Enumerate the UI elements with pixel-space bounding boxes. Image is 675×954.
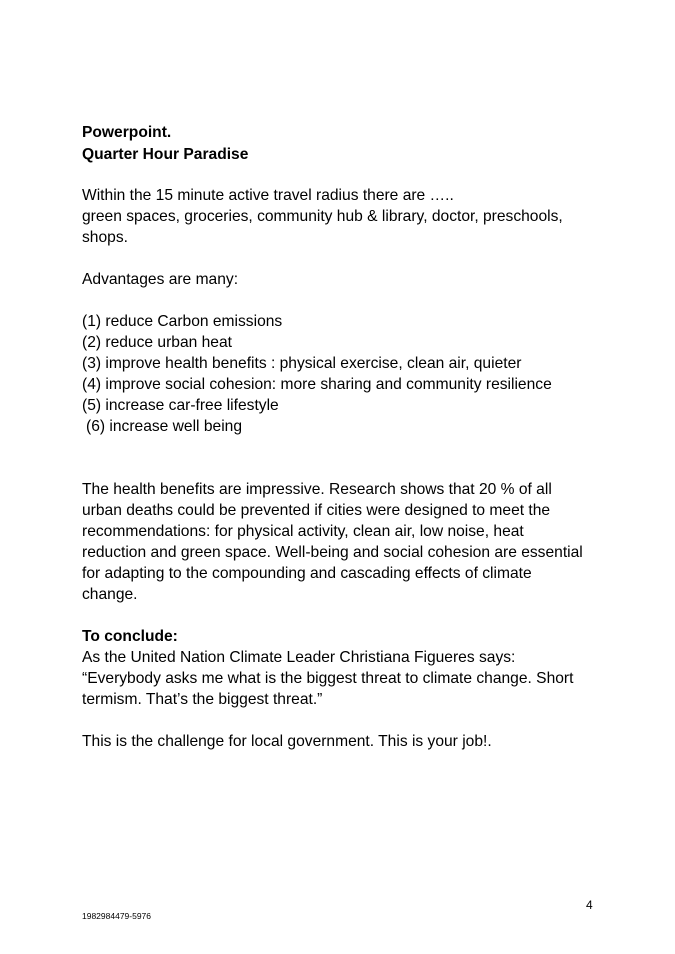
advantage-item: (5) increase car-free lifestyle <box>82 397 279 414</box>
advantage-item: (6) increase well being <box>86 418 243 435</box>
health-paragraph-line: urban deaths could be prevented if cities were designed to meet the <box>82 502 551 519</box>
advantage-item: (3) improve health benefits : physical exercise, clean air, quieter <box>82 355 522 372</box>
conclusion-line: termism. That’s the biggest threat.” <box>82 691 323 708</box>
page-number: 4 <box>586 898 593 912</box>
advantage-item: (1) reduce Carbon emissions <box>82 313 283 330</box>
health-paragraph-line: for adapting to the compounding and cascading effects of climate <box>82 565 532 582</box>
heading-line-1: Powerpoint. <box>82 124 172 141</box>
intro-line-1: Within the 15 minute active travel radius there are ….. <box>82 187 454 204</box>
health-paragraph-line: recommendations: for physical activity, clean air, low noise, heat <box>82 523 524 540</box>
document-id: 1982984479-5976 <box>82 911 152 921</box>
conclusion-heading: To conclude: <box>82 628 178 645</box>
intro-line-3: shops. <box>82 229 128 246</box>
health-paragraph-line: reduction and green space. Well-being and social cohesion are essential <box>82 544 583 561</box>
health-paragraph-line: change. <box>82 586 138 603</box>
advantage-item: (4) improve social cohesion: more sharing and community resilience <box>82 376 552 393</box>
conclusion-line: As the United Nation Climate Leader Christiana Figueres says: <box>82 649 516 666</box>
conclusion-line: “Everybody asks me what is the biggest threat to climate change. Short <box>82 670 574 687</box>
closing-line: This is the challenge for local government. This is your job!. <box>82 733 492 750</box>
intro-line-2: green spaces, groceries, community hub & library, doctor, preschools, <box>82 208 563 225</box>
advantages-lead: Advantages are many: <box>82 271 239 288</box>
heading-line-2: Quarter Hour Paradise <box>82 146 249 163</box>
advantage-item: (2) reduce urban heat <box>82 334 232 351</box>
health-paragraph-line: The health benefits are impressive. Research shows that 20 % of all <box>82 481 552 498</box>
